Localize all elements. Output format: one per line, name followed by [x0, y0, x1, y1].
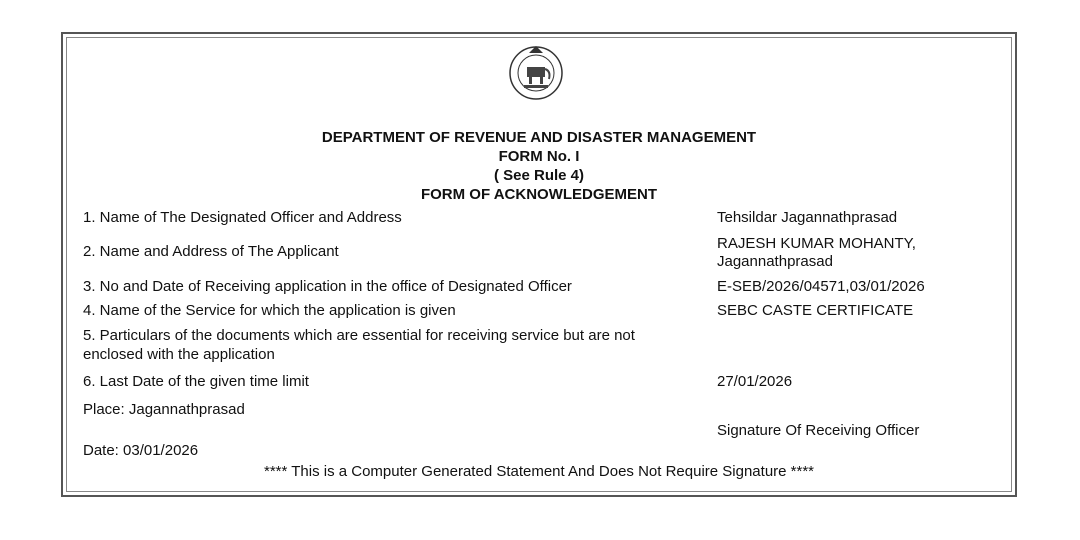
form-number: FORM No. I [498, 148, 580, 165]
item-1-value: Tehsildar Jagannathprasad [717, 209, 898, 226]
department-title: DEPARTMENT OF REVENUE AND DISASTER MANAGEMENT [321, 129, 757, 146]
item-6-label: 6. Last Date of the given time limit [83, 373, 309, 390]
item-4-label: 4. Name of the Service for which the application is given [83, 302, 456, 319]
signature-label: Signature Of Receiving Officer [717, 422, 920, 439]
item-2-value-line1: RAJESH KUMAR MOHANTY, [717, 235, 916, 252]
date-text: Date: 03/01/2026 [83, 442, 199, 459]
item-1-label: 1. Name of The Designated Officer and Address [83, 209, 402, 226]
place-text: Place: Jagannathprasad [83, 401, 245, 418]
odisha-state-emblem-icon [507, 43, 565, 101]
item-4-value: SEBC CASTE CERTIFICATE [717, 302, 914, 319]
item-2-value-line2: Jagannathprasad [717, 253, 833, 270]
item-2-label: 2. Name and Address of The Applicant [83, 243, 339, 260]
item-3-label: 3. No and Date of Receiving application in the office of Designated Officer [83, 278, 572, 295]
rule-reference: ( See Rule 4) [493, 167, 585, 184]
computer-generated-note: **** This is a Computer Generated Statement And Does Not Require Signature **** [263, 463, 815, 480]
item-5-label-line2: enclosed with the application [83, 346, 275, 363]
acknowledgement-form [61, 32, 1017, 497]
item-6-value: 27/01/2026 [717, 373, 793, 390]
form-title: FORM OF ACKNOWLEDGEMENT [420, 186, 658, 203]
item-3-value: E-SEB/2026/04571,03/01/2026 [717, 278, 925, 295]
item-5-label-line1: 5. Particulars of the documents which are essential for receiving service but are not [83, 327, 635, 344]
